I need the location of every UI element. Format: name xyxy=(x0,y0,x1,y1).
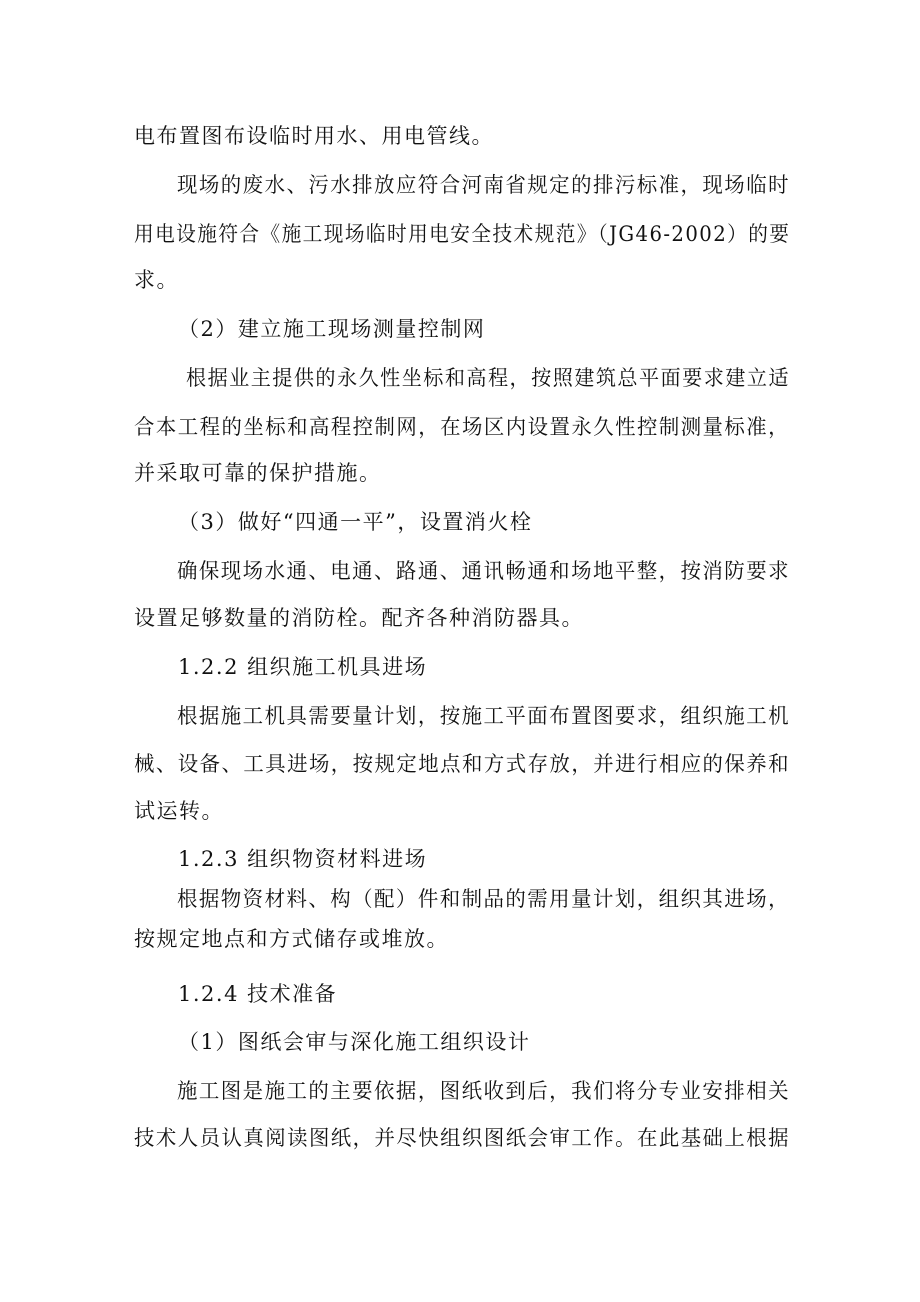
body-text-line: 确保现场水通、电通、路通、通讯畅通和场地平整，按消防要求 xyxy=(177,559,790,583)
body-text-line: 根据物资材料、构（配）件和制品的需用量计划，组织其进场， xyxy=(177,887,790,911)
body-text-line: 按规定地点和方式储存或堆放。 xyxy=(134,927,449,951)
section-heading: （3）做好“四通一平”，设置消火栓 xyxy=(178,510,533,534)
body-text-line: 求。 xyxy=(134,268,179,292)
body-text-line: 根据施工机具需要量计划，按施工平面布置图要求，组织施工机 xyxy=(177,704,790,728)
section-heading: （1）图纸会审与深化施工组织设计 xyxy=(178,1030,531,1054)
body-text-line: 电布置图布设临时用水、用电管线。 xyxy=(134,124,494,148)
body-text-line: 施工图是施工的主要依据，图纸收到后，我们将分专业安排相关 xyxy=(177,1079,790,1103)
body-text-line: 试运转。 xyxy=(134,799,224,823)
body-text-line: 设置足够数量的消防栓。配齐各种消防器具。 xyxy=(134,606,584,630)
subsection-heading: 1.2.4 技术准备 xyxy=(178,982,338,1006)
body-text-line: 根据业主提供的永久性坐标和高程，按照建筑总平面要求建立适 xyxy=(186,366,790,390)
body-text-line: 现场的废水、污水排放应符合河南省规定的排污标准，现场临时 xyxy=(177,173,790,197)
body-text-line: 技术人员认真阅读图纸，并尽快组织图纸会审工作。在此基础上根据 xyxy=(134,1126,791,1150)
subsection-heading: 1.2.3 组织物资材料进场 xyxy=(178,847,428,871)
body-text-line: 合本工程的坐标和高程控制网，在场区内设置永久性控制测量标准， xyxy=(134,415,791,439)
section-heading: （2）建立施工现场测量控制网 xyxy=(178,317,486,341)
body-text-line: 械、设备、工具进场，按规定地点和方式存放，并进行相应的保养和 xyxy=(134,752,791,776)
subsection-heading: 1.2.2 组织施工机具进场 xyxy=(178,655,428,679)
body-text-line: 并采取可靠的保护措施。 xyxy=(134,461,382,485)
body-text-line: 用电设施符合《施工现场临时用电安全技术规范》（JG46-2002）的要 xyxy=(134,222,791,246)
